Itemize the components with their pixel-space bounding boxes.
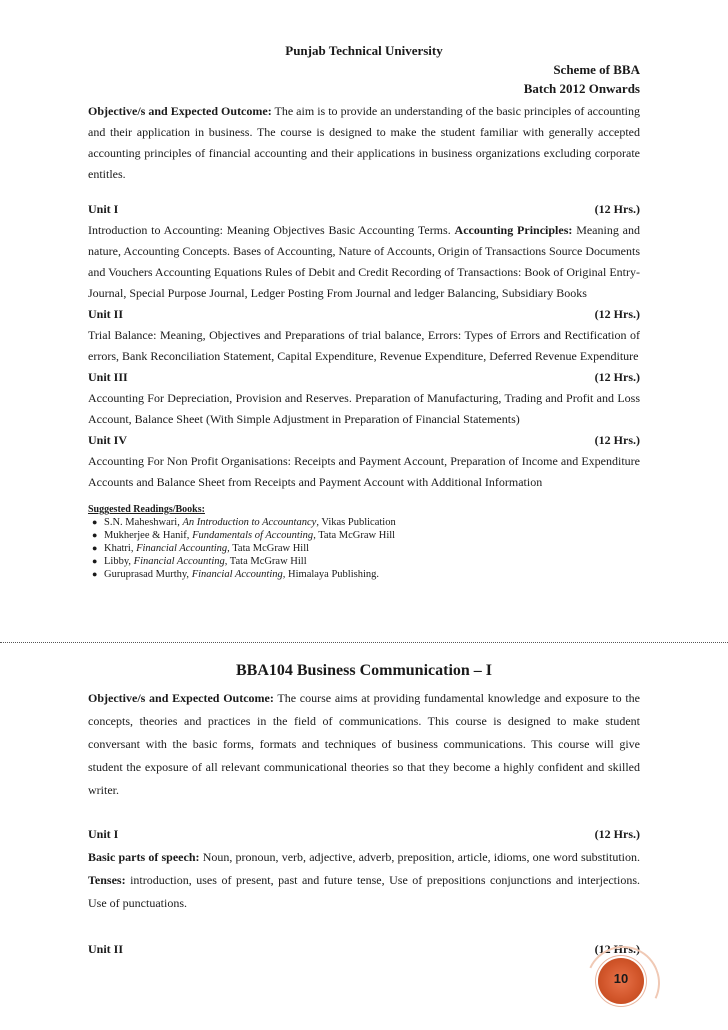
unit-4-text: Accounting For Non Profit Organisations: Receipts and Payment Account, Preparation of Income and Expenditure Accounts and Balance Sheet from Receipts and Payment Account with Additional Information	[88, 454, 640, 489]
unit-2-text: Trial Balance: Meaning, Objectives and Preparations of trial balance, Errors: Types of Errors and Rectification of errors, Bank Reconciliation Statement, Capital Expenditure, Revenue Expenditure, Deferred Revenue Expenditure	[88, 328, 640, 363]
bullet-icon: ●	[92, 530, 98, 540]
bullet-icon: ●	[92, 543, 98, 553]
readings-list	[88, 516, 640, 581]
university-title: Punjab Technical University	[285, 43, 443, 58]
reading-author: Guruprasad Murthy,	[104, 569, 192, 580]
unit-1-text	[88, 846, 640, 915]
unit-title: Unit I	[88, 202, 119, 216]
reading-author: Khatri,	[104, 543, 137, 554]
objective-text: The course aims at providing fundamental knowledge and exposure to the concepts, theories and practices in the field of communications. This course is designed to make student conversant with the basic forms, formats and techniques of business communications. This course will give student the exposure of all relevant communicational theories so that they become a highly confident and skilled writer.	[88, 691, 641, 797]
bullet-icon: ●	[92, 569, 98, 579]
bullet-icon: ●	[92, 556, 98, 566]
list-item	[88, 555, 640, 568]
unit-text-part: Introduction to Accounting: Meaning Objectives Basic Accounting Terms.	[88, 223, 455, 237]
unit-text-part: introduction, uses of present, past and future tense, Use of prepositions conjunctions and interjections. Use of punctuations.	[88, 873, 640, 910]
unit-1-heading	[88, 823, 640, 846]
list-item	[88, 516, 640, 529]
reading-author: Libby,	[104, 556, 134, 567]
unit-text-part: Meaning and nature, Accounting Concepts. Bases of Accounting, Nature of Accounts, Origin of Transactions Source Documents and Vouchers Accounting Equations Rules of Debit and Credit Recording of Transactions: Book of Original Entry-Journal, Special Purpose Journal, Ledger Posting From Journal and ledger Balancing, Subsidiary Books	[88, 223, 641, 300]
unit-bold-term: Basic parts of speech:	[88, 850, 200, 864]
unit-title: Unit IV	[88, 433, 128, 447]
unit-3-heading	[88, 367, 640, 388]
unit-4-heading	[88, 430, 640, 451]
unit-hours: (12 Hrs.)	[594, 307, 640, 321]
reading-book: Fundamentals of Accounting	[192, 530, 314, 541]
list-item	[88, 529, 640, 542]
unit-title: Unit II	[88, 307, 124, 321]
reading-publisher: , Tata McGraw Hill	[224, 556, 307, 567]
unit-2-heading	[88, 938, 640, 961]
unit-hours: (12 Hrs.)	[594, 370, 640, 384]
reading-book: Financial Accounting	[133, 556, 225, 567]
accounting-section	[88, 101, 640, 581]
unit-hours: (12 Hrs.)	[594, 433, 640, 447]
unit-text-part: Noun, pronoun, verb, adjective, adverb, preposition, article, idioms, one word substitution.	[199, 850, 640, 864]
unit-2-heading	[88, 304, 640, 325]
objective-label: Objective/s and Expected Outcome:	[88, 691, 274, 705]
page-number: 10	[613, 971, 629, 986]
reading-publisher: , Tata McGraw Hill	[313, 530, 396, 541]
reading-publisher: Tata McGraw Hill	[229, 543, 310, 554]
unit-hours: (12 Hrs.)	[594, 942, 640, 956]
unit-hours: (12 Hrs.)	[594, 202, 640, 216]
unit-1-heading	[88, 199, 640, 220]
unit-bold-term: Tenses:	[88, 873, 126, 887]
unit-bold-term: Accounting Principles:	[454, 223, 573, 237]
unit-title: Unit I	[88, 827, 119, 841]
unit-hours: (12 Hrs.)	[594, 827, 640, 841]
communication-section	[88, 687, 640, 961]
unit-3-text: Accounting For Depreciation, Provision and Reserves. Preparation of Manufacturing, Trading and Profit and Loss Account, Balance Sheet (With Simple Adjustment in Preparation of Financial Statements)	[88, 391, 640, 426]
section-divider	[0, 642, 728, 643]
reading-book: Financial Accounting,	[191, 569, 286, 580]
reading-book: An Introduction to Accountancy	[182, 517, 317, 528]
unit-1-text	[88, 220, 640, 304]
bullet-icon: ●	[92, 517, 98, 527]
objective-paragraph	[88, 687, 640, 802]
list-item	[88, 542, 640, 555]
list-item	[88, 568, 640, 581]
page-number-badge	[598, 958, 644, 1004]
reading-publisher: Himalaya Publishing.	[285, 569, 380, 580]
objective-text: The aim is to provide an understanding of the basic principles of accounting and their application in business. The course is designed to make the student familiar with generally accepted accounting principles of financial accounting and their applications in business organizations excluding corporate entitles.	[88, 104, 640, 181]
suggested-readings-title: Suggested Readings/Books:	[88, 504, 205, 515]
unit-title: Unit III	[88, 370, 128, 384]
course-title: BBA104 Business Communication – I	[235, 662, 493, 679]
unit-title: Unit II	[88, 942, 124, 956]
reading-author: S.N. Maheshwari,	[104, 517, 183, 528]
reading-book: Financial Accounting,	[136, 543, 230, 554]
scheme-label: Scheme of BBA	[553, 62, 640, 77]
reading-author: Mukherjee & Hanif,	[104, 530, 193, 541]
objective-label: Objective/s and Expected Outcome:	[88, 104, 272, 118]
batch-label: Batch 2012 Onwards	[523, 81, 640, 96]
reading-publisher: , Vikas Publication	[316, 517, 396, 528]
objective-paragraph	[88, 101, 640, 185]
